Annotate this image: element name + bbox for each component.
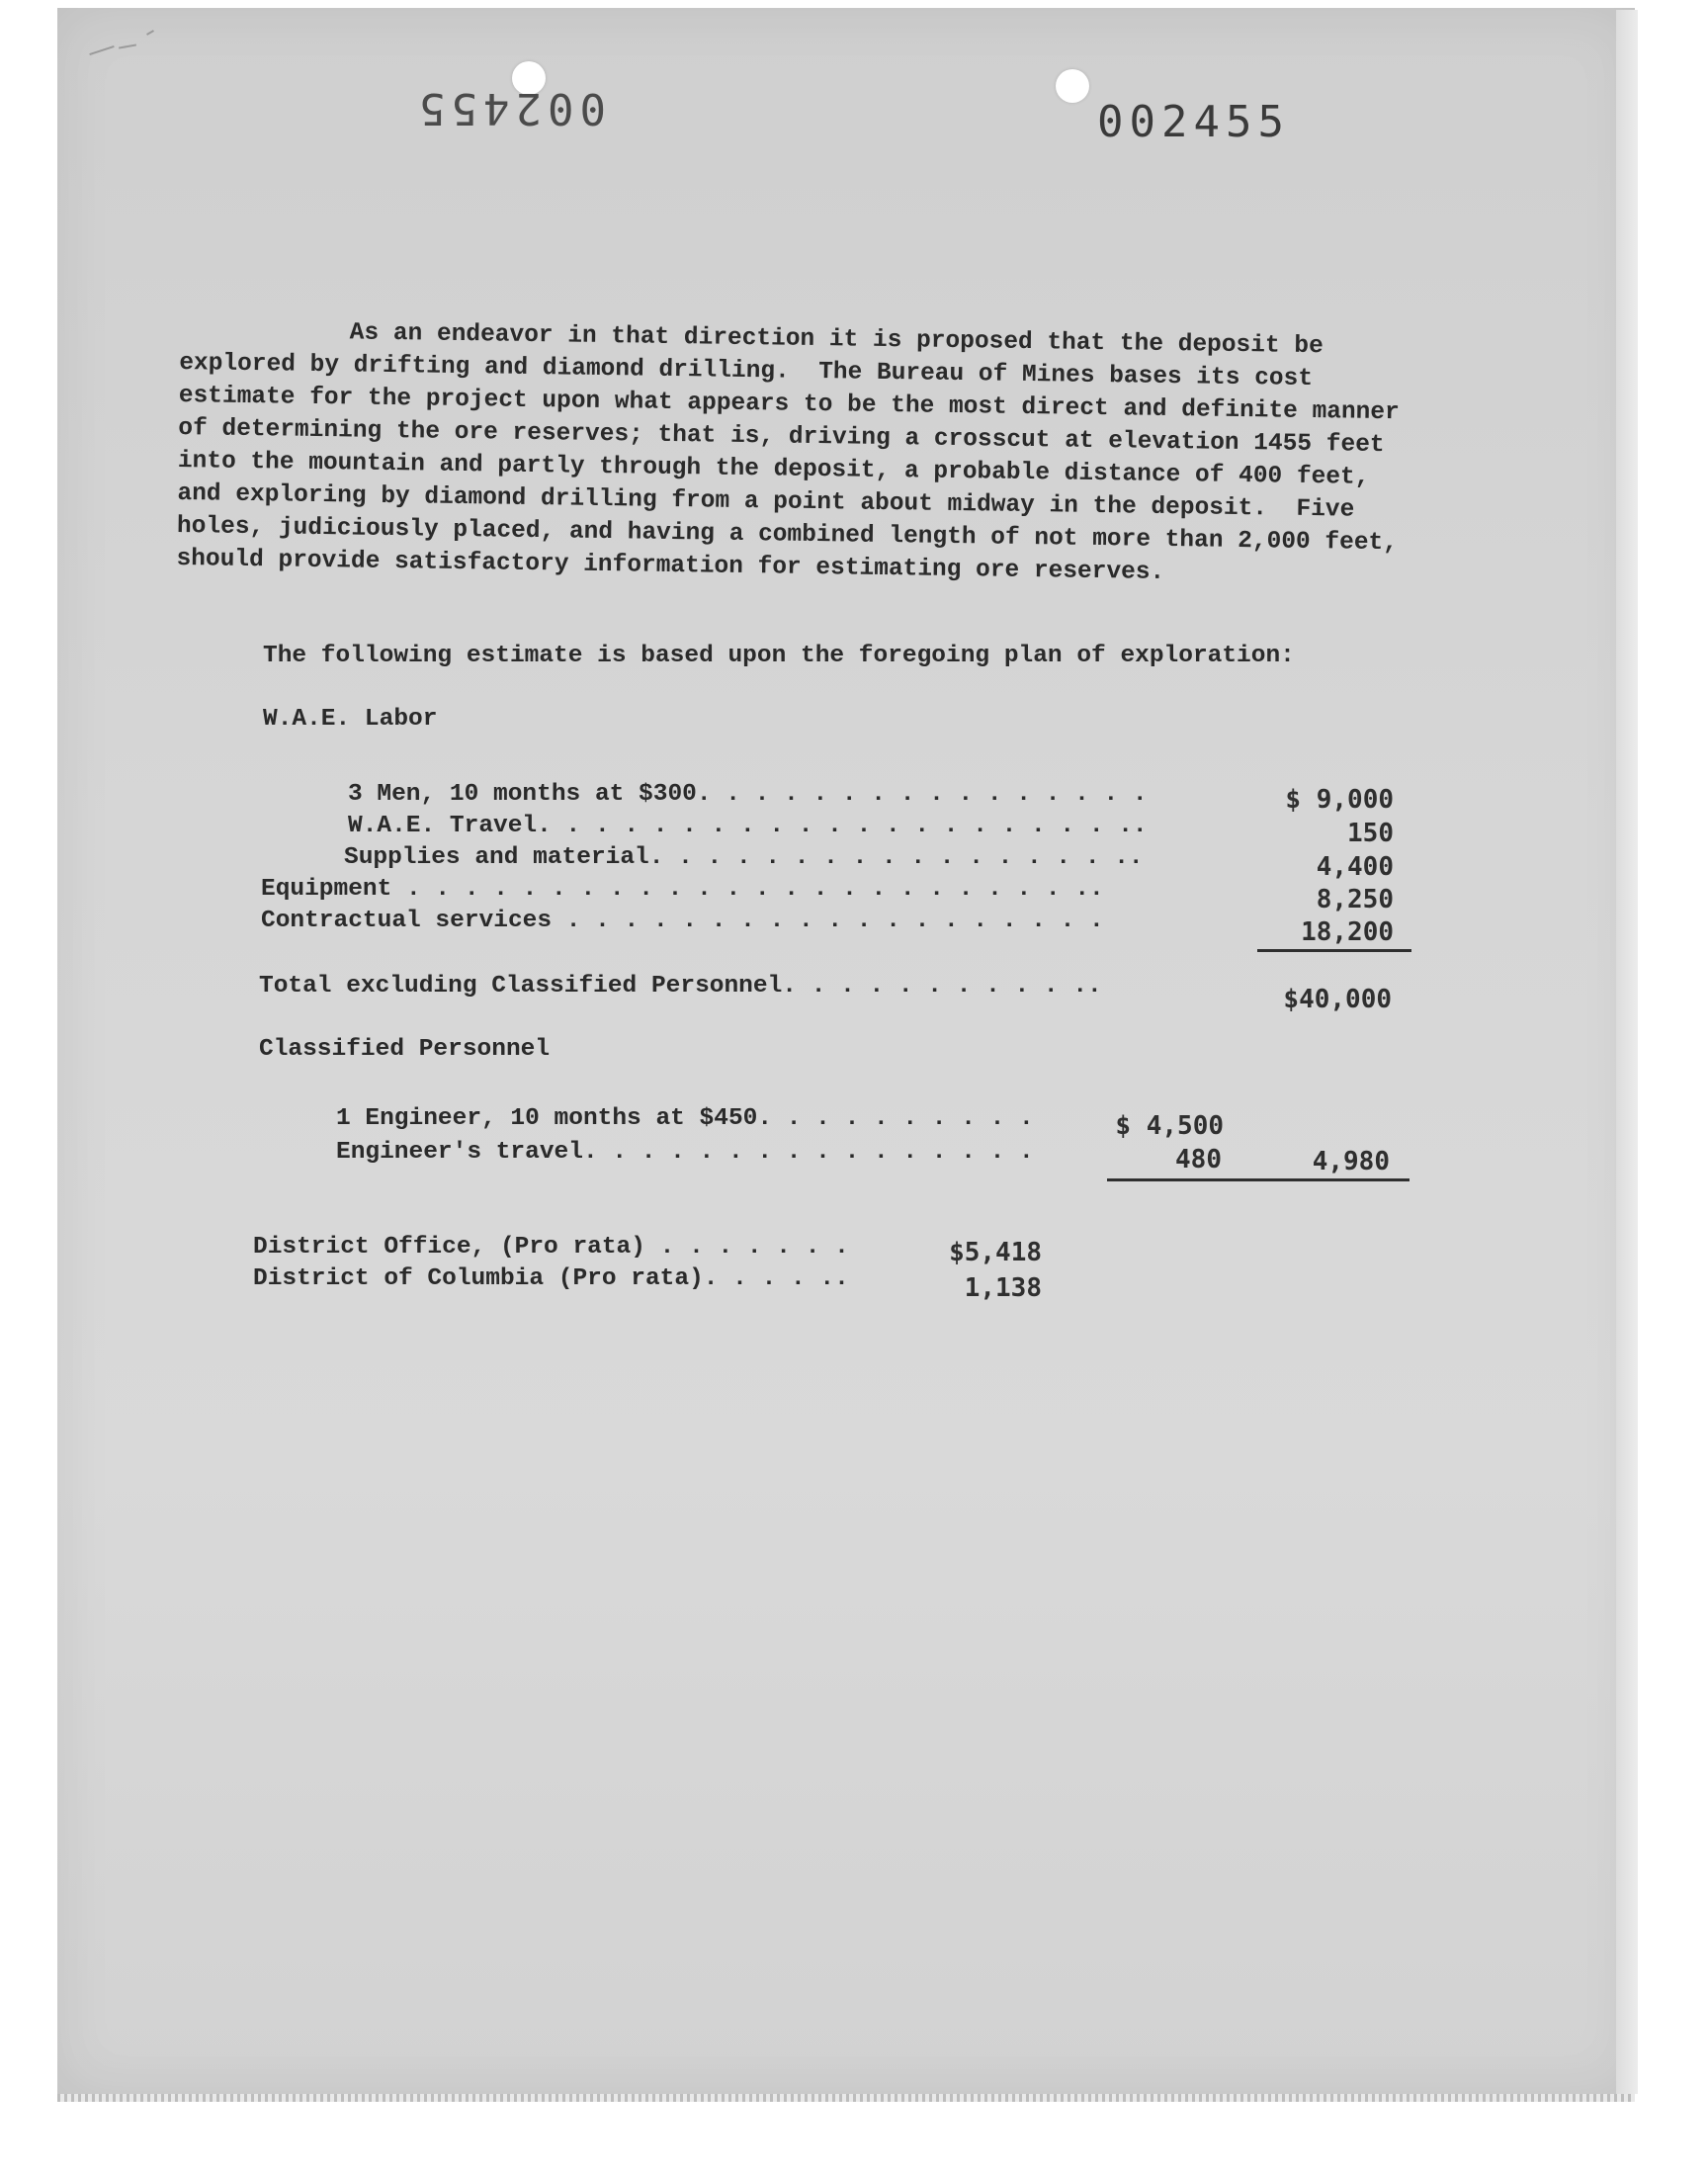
proposal-paragraph [176,314,1583,595]
line-item-amount: $ 9,000 [1285,785,1394,815]
paragraph-line: holes, judiciously placed, and having a combined length of not more than 2,000 feet, [176,512,1399,558]
classified-total-amount: 4,980 [1312,1147,1390,1176]
punch-hole-right [1056,69,1089,103]
paragraph-line: should provide satisfactory information for estimating ore reserves. [176,545,1165,586]
paragraph-line: estimate for the project upon what appears to be the most direct and definite manner [178,382,1400,427]
paragraph-line: As an endeavor in that direction it is proposed that the deposit be [349,319,1324,361]
line-item-amount: 8,250 [1316,885,1394,914]
district-office-label: District Office, (Pro rata) . . . . . . . [253,1234,849,1261]
line-item-amount: 150 [1347,819,1394,848]
paragraph-line: into the mountain and partly through the deposit, a probable distance of 400 feet, [177,447,1370,491]
engineer-amount: $ 4,500 [1115,1111,1224,1141]
line-item-label: Equipment . . . . . . . . . . . . . . . . . . . . . . . .. [261,876,1104,903]
total-label: Total excluding Classified Personnel. . . . . . . . . . .. [259,973,1102,1000]
stamp-number-bleedthrough: 002455 [413,83,606,133]
engineer-label: 1 Engineer, 10 months at $450. . . . . . . . . . [336,1105,1034,1132]
district-office-amount: $5,418 [949,1238,1042,1267]
classified-rule [1107,1178,1409,1181]
page-bottom-edge [57,2094,1635,2102]
labor-heading: W.A.E. Labor [263,706,438,733]
district-columbia-label: District of Columbia (Pro rata). . . . .. [253,1265,849,1292]
estimate-intro: The following estimate is based upon the foregoing plan of exploration: [263,643,1295,669]
paragraph-line: explored by drifting and diamond drilling. The Bureau of Mines bases its cost [179,349,1314,393]
paragraph-line: and exploring by diamond drilling from a point about midway in the deposit. Five [177,479,1355,524]
engineer-travel-label: Engineer's travel. . . . . . . . . . . . . . . . [336,1139,1034,1166]
page-edge [1616,10,1638,2094]
line-item-label: W.A.E. Travel. . . . . . . . . . . . . . . . . . . . .. [348,813,1148,839]
line-item-label: 3 Men, 10 months at $300. . . . . . . . . . . . . . . . [348,781,1148,808]
classified-heading: Classified Personnel [259,1036,551,1063]
line-item-label: Contractual services . . . . . . . . . . . . . . . . . . . [261,908,1104,934]
line-item-label: Supplies and material. . . . . . . . . . . . . . . . .. [344,844,1144,871]
subtotal-rule [1257,949,1411,952]
line-item-amount: 18,200 [1301,917,1394,947]
paper-marks [89,20,208,79]
engineer-travel-amount: 480 [1175,1145,1222,1174]
total-amount: $40,000 [1283,985,1392,1014]
line-item-amount: 4,400 [1316,852,1394,882]
district-columbia-amount: 1,138 [964,1273,1042,1303]
stamp-number: 002455 [1097,97,1290,147]
paragraph-line: of determining the ore reserves; that is, driving a crosscut at elevation 1455 feet [178,414,1385,460]
